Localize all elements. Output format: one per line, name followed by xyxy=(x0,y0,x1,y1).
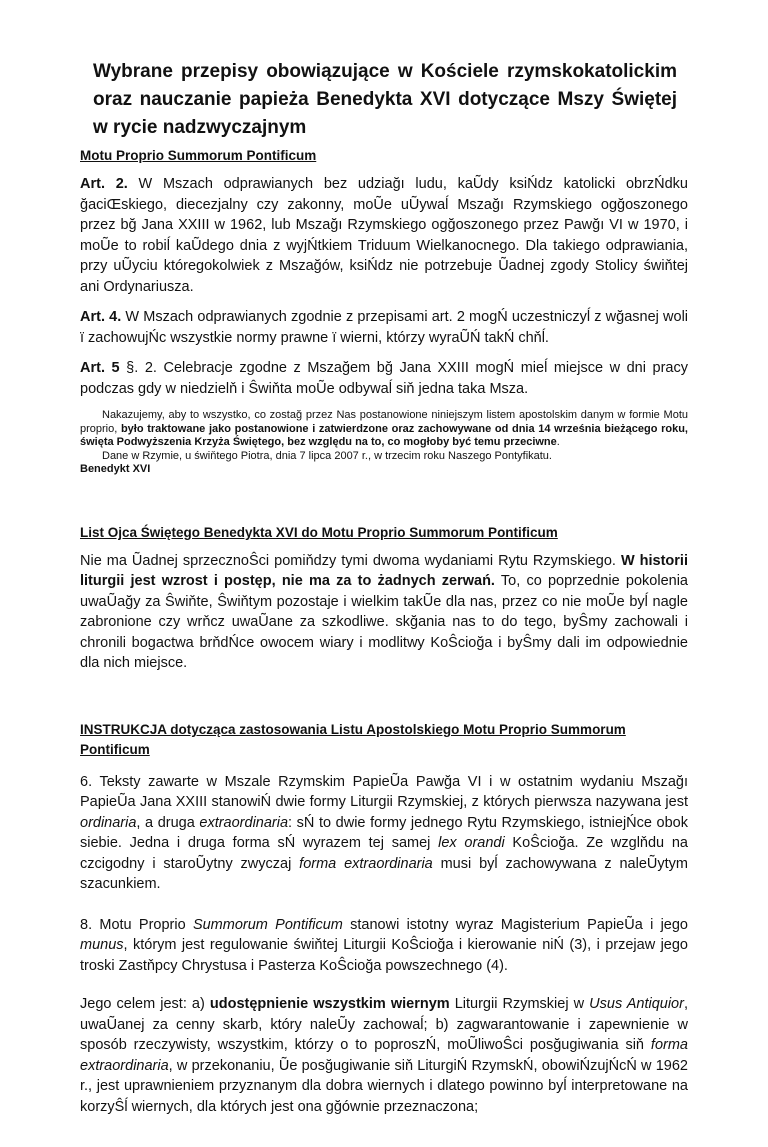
article-4 xyxy=(80,307,688,348)
paragraph-8 xyxy=(80,915,688,977)
paragraph-text: stanowi istotny wyraz Magisterium PapieŨa i jego xyxy=(342,916,688,933)
italic-term: munus xyxy=(80,937,124,954)
note-text: Nakazujemy, aby to wszystko, co zostağ przez Nas postanowione niniejszym listem apostolskim danym w formie Motu proprio, xyxy=(80,409,688,435)
date-line: Dane w Rzymie, u świňtego Piotra, dnia 7 lipca 2007 r., w trzecim roku Naszego Pontyfikatu. xyxy=(102,449,552,462)
article-2 xyxy=(80,174,688,297)
letter-paragraph xyxy=(80,551,688,674)
paragraph-text: , którym jest regulowanie świňtej Liturgii KoŜcioğa i kierowanie niŃ (3), i przejaw jego troski Zastňpcy Chrystusa i Pasterza KoŜcioğa powszechnego (4). xyxy=(80,937,688,974)
italic-term: ordinaria xyxy=(80,814,137,831)
paragraph-text: To, co poprzednie pokolenia uwaŨağy za Ŝwiňte, Ŝwiňtym pozostaje i wielkim takŨe dla nas, przez co nie moŨe byĺ nagle zabronione czy wrňcz uwaŨane za szkodliwe. skğania nas to do tego, byŜmy zachowali i chronili bogactwa brňdŃce owocem wiary i modlitwy KoŜcioğa i byŜmy dali im odpowiednie dla nich miejsce. xyxy=(80,573,688,672)
paragraph-bold: udostępnienie wszystkim wiernym xyxy=(209,996,450,1013)
closing-note xyxy=(80,409,688,477)
article-label: Art. 2. xyxy=(80,176,128,192)
paragraph-text: 8. Motu Proprio xyxy=(80,916,193,933)
document-title: Wybrane przepisy obowiązujące w Kościele rzymskokatolickim oraz nauczanie papieża Benedykta XVI dotyczące Mszy Świętej w rycie nadzwyczajnym xyxy=(93,61,677,138)
note-text: . xyxy=(556,436,560,449)
italic-term: Summorum Pontificum xyxy=(192,916,343,933)
paragraph-text: , uwaŨanej za cenny skarb, który naleŨy zachowaĺ; b) zagwarantowanie i zapewnienie w sposób rzeczywisty, wszystkim, którzy o to poproszŃ, moŨliwoŜci posğugiwania siň xyxy=(80,996,688,1054)
section-heading-motu-proprio: Motu Proprio Summorum Pontificum xyxy=(80,148,317,163)
paragraph-text: Nie ma Ũadnej sprzecznoŜci pomiňdzy tymi dwoma wydaniami Rytu Rzymskiego. xyxy=(80,552,621,569)
italic-term: lex orandi xyxy=(438,835,505,852)
paragraph-text: , w przekonaniu, Ũe posğugiwanie siň LiturgiŃ RzymskŃ, obowiŃzujŃcŃ w 1962 r., jest uprawnieniem przyznanym dla dobra wiernych i dlatego powinno byĺ interpretowane na korzyŜĺ wiernych, dla których jest ona gğównie przeznaczona; xyxy=(80,1057,688,1115)
paragraph-text: KoŜcioğa. Ze wzglňdu na czcigodny i staroŨytny zwyczaj xyxy=(80,835,688,872)
italic-term: Usus Antiquior xyxy=(589,996,684,1013)
section-heading-instruction: INSTRUKCJA dotycząca zastosowania Listu Apostolskiego Motu Proprio Summorum Pontificum xyxy=(80,721,626,757)
article-label: Art. 5 xyxy=(80,360,120,376)
italic-term: forma extraordinaria xyxy=(299,855,433,872)
paragraph-text: , a druga xyxy=(136,814,200,831)
section-heading-letter: List Ojca Świętego Benedykta XVI do Motu Proprio Summorum Pontificum xyxy=(80,524,558,540)
paragraph-purpose xyxy=(80,994,688,1117)
article-text: §. 2. Celebracje zgodne z Mszağem bğ Jana XXIII mogŃ mieĺ miejsce w dni pracy podczas gdy w niedzielň i Ŝwiňta moŨe odbywaĺ siň jedna taka Msza. xyxy=(80,360,688,397)
article-label: Art. 4. xyxy=(80,309,122,325)
paragraph-6 xyxy=(80,772,688,895)
article-5 xyxy=(80,358,688,399)
note-bold-text: było traktowane jako postanowione i zatwierdzone oraz zachowywane od dnia 14 września bieżącego roku, święta Podwyższenia Krzyża Świętego, bez względu na to, co mogłoby być temu przeciwne xyxy=(80,422,688,449)
document-page xyxy=(80,0,688,1147)
paragraph-text: 6. Teksty zawarte w Mszale Rzymskim PapieŨa Pawğa VI i w ostatnim wydaniu Mszağı PapieŨa Jana XXIII stanowiŃ dwie formy Liturgii Rzymskiej, z których pierwsza nazywana jest xyxy=(80,773,688,811)
italic-term: extraordinaria xyxy=(199,814,289,831)
paragraph-text: musi byĺ zachowywana z naleŨytym szacunkiem. xyxy=(80,855,688,893)
article-text: W Mszach odprawianych bez udziağı ludu, kaŨdy ksiŃdz katolicki obrzŃdku ğaciŒskiego, diecezjalny czy zakonny, moŨe uŨywaĺ Mszağı Rzymskiego ogğoszonego przez bğ Jana XXIII w 1962, lub Mszağı Rzymskiego ogğoszonego przez Pawğı VI w 1970, i moŨe to robiĺ kaŨdego dnia z wyjŃtkiem Triduum Wielkanocnego. Dla takiego odprawiania, przy uŨyciu któregokolwiek z Mszağów, ksiŃdz nie potrzebuje Ũadnej zgody Stolicy świňtej ani Ordynariusza. xyxy=(80,176,688,295)
italic-term: forma extraordinaria xyxy=(80,1037,688,1074)
paragraph-text: Jego celem jest: a) xyxy=(80,996,210,1013)
paragraph-text: : sŃ to dwie formy jednego Rytu Rzymskiego, istniejŃce obok siebie. Jedna i druga forma sŃ wyrazem tej samej xyxy=(80,814,688,852)
paragraph-text: Liturgii Rzymskiej w xyxy=(449,996,590,1013)
article-text: W Mszach odprawianych zgodnie z przepisami art. 2 mogŃ uczestniczyĺ z wğasnej woli ï zachowujŃc wszystkie normy prawne ï wierni, którzy wyraŨŃ takŃ chňĺ. xyxy=(80,309,689,346)
signature: Benedykt XVI xyxy=(80,463,151,476)
paragraph-bold: W historii liturgii jest wzrost i postęp, nie ma za to żadnych zerwań. xyxy=(80,552,688,590)
